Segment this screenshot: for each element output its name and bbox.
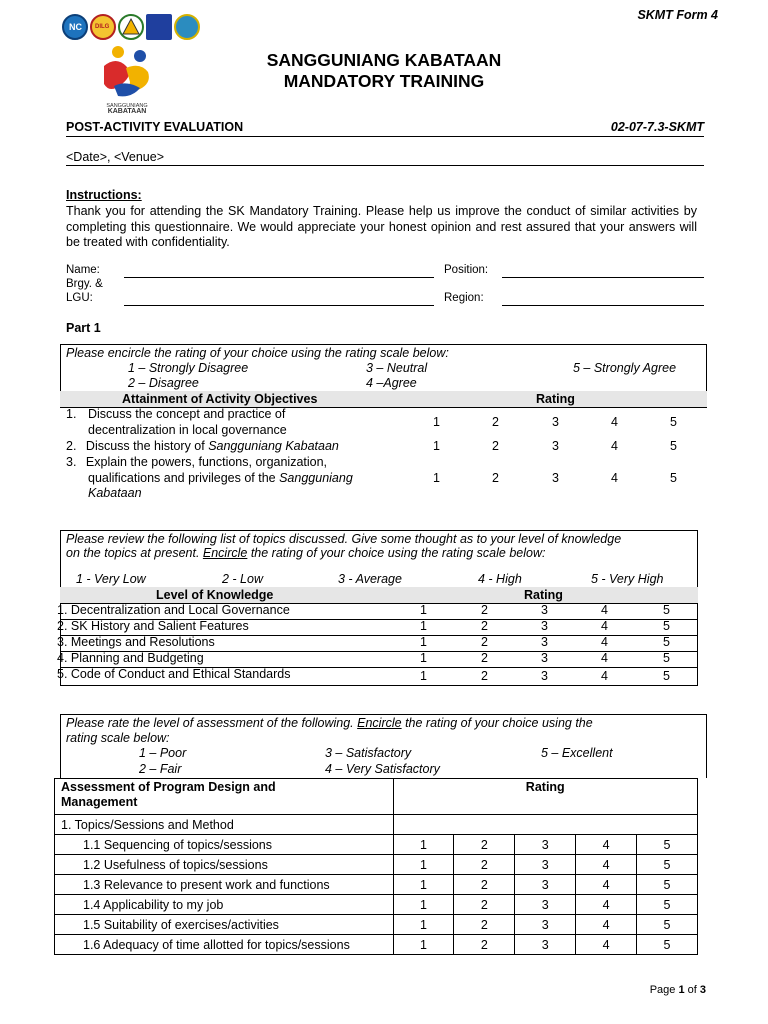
assessment-1-rating-3[interactable]: 3 — [515, 835, 576, 855]
objective-3-rating-4[interactable]: 4 — [611, 471, 618, 485]
objective-3-rating-2[interactable]: 2 — [492, 471, 499, 485]
page-footer: Page 1 of 3 — [649, 984, 706, 996]
assessment-2-rating-4[interactable]: 4 — [576, 855, 637, 875]
assessment-item-label: 1.3 Relevance to present work and functions — [55, 875, 394, 895]
knowledge-topic-label: 4. Planning and Budgeting — [57, 651, 204, 665]
knowledge-topic-label: 3. Meetings and Resolutions — [57, 635, 215, 649]
assessment-scale-1: 1 – Poor — [139, 746, 187, 760]
assessment-item-row — [55, 875, 698, 895]
assessment-4-rating-1[interactable]: 1 — [393, 895, 454, 915]
assessment-1-rating-1[interactable]: 1 — [393, 835, 454, 855]
knowledge-4-rating-3[interactable]: 3 — [541, 651, 548, 665]
objective-1-rating-5[interactable]: 5 — [670, 415, 677, 429]
knowledge-prompt-1: Please review the following list of topics discussed. Give some thought as to your level of knowledge — [66, 532, 622, 546]
knowledge-3-rating-2[interactable]: 2 — [481, 635, 488, 649]
knowledge-1-rating-3[interactable]: 3 — [541, 603, 548, 617]
assessment-5-rating-5[interactable]: 5 — [637, 915, 698, 935]
knowledge-5-rating-5[interactable]: 5 — [663, 669, 670, 683]
objective-2-rating-4[interactable]: 4 — [611, 439, 618, 453]
triangle-seal-logo — [118, 14, 144, 40]
assessment-prompt-1: Please rate the level of assessment of the following. Encircle the rating of your choice using the — [66, 716, 593, 730]
assessment-item-row — [55, 935, 698, 955]
assessment-column-heading: Assessment of Program Design and Management — [55, 779, 394, 815]
assessment-scale-2: 2 – Fair — [139, 762, 182, 776]
assessment-item-row — [55, 835, 698, 855]
knowledge-prompt-2: on the topics at present. Encircle the rating of your choice using the rating scale below: — [66, 546, 546, 560]
form-number: SKMT Form 4 — [637, 8, 718, 22]
position-label: Position: — [444, 264, 489, 276]
objective-3-rating-1[interactable]: 1 — [433, 471, 440, 485]
evaluation-heading: POST-ACTIVITY EVALUATION — [66, 120, 244, 134]
part1-rating-heading: Rating — [536, 392, 575, 406]
knowledge-5-rating-3[interactable]: 3 — [541, 669, 548, 683]
knowledge-2-rating-5[interactable]: 5 — [663, 619, 670, 633]
brgy-label: Brgy. & — [66, 278, 103, 290]
knowledge-1-rating-2[interactable]: 2 — [481, 603, 488, 617]
knowledge-2-rating-4[interactable]: 4 — [601, 619, 608, 633]
objective-2: 2. Discuss the history of Sangguniang Kabataan — [66, 439, 339, 453]
knowledge-scale-2: 2 - Low — [222, 572, 263, 586]
assessment-rating-heading: Rating — [393, 779, 698, 815]
objective-2-rating-2[interactable]: 2 — [492, 439, 499, 453]
assessment-item-label: 1.1 Sequencing of topics/sessions — [55, 835, 394, 855]
knowledge-row — [57, 603, 698, 620]
assessment-3-rating-5[interactable]: 5 — [637, 875, 698, 895]
part1-column-heading: Attainment of Activity Objectives — [122, 392, 318, 406]
title-line-1: SANGGUNIANG KABATAAN — [266, 50, 502, 70]
name-label: Name: — [66, 264, 100, 276]
objective-1: 1. Discuss the concept and practice of decentralization in local governance — [66, 407, 287, 437]
date-venue-field[interactable]: <Date>, <Venue> — [66, 150, 704, 166]
objective-3-rating-5[interactable]: 5 — [670, 471, 677, 485]
knowledge-scale-1: 1 - Very Low — [76, 572, 146, 586]
assessment-item-row — [55, 895, 698, 915]
assessment-3-rating-3[interactable]: 3 — [515, 875, 576, 895]
assessment-2-rating-3[interactable]: 3 — [515, 855, 576, 875]
knowledge-1-rating-4[interactable]: 4 — [601, 603, 608, 617]
part1-scale-2: 2 – Disagree — [128, 376, 199, 390]
assessment-item-label: 1.5 Suitability of exercises/activities — [55, 915, 394, 935]
assessment-6-rating-3[interactable]: 3 — [515, 935, 576, 955]
name-input-line[interactable] — [124, 277, 434, 278]
assessment-2-rating-1[interactable]: 1 — [393, 855, 454, 875]
part1-scale-1: 1 – Strongly Disagree — [128, 361, 249, 375]
knowledge-4-rating-1[interactable]: 1 — [420, 651, 427, 665]
region-label: Region: — [444, 292, 484, 304]
instructions-text: Thank you for attending the SK Mandatory Training. Please help us improve the conduct of similar activities by completing this questionnaire. We would appreciate your honest opinion and rest assured that your answers will be treated with confidentiality. — [66, 204, 697, 249]
assessment-6-rating-2[interactable]: 2 — [454, 935, 515, 955]
assessment-4-rating-5[interactable]: 5 — [637, 895, 698, 915]
assessment-6-rating-4[interactable]: 4 — [576, 935, 637, 955]
knowledge-3-rating-5[interactable]: 5 — [663, 635, 670, 649]
sk-logo-caption: SANGGUNIANG KABATAAN — [106, 103, 148, 115]
assessment-5-rating-4[interactable]: 4 — [576, 915, 637, 935]
knowledge-scale-5: 5 - Very High — [591, 572, 664, 586]
part1-label: Part 1 — [66, 321, 101, 335]
knowledge-row — [57, 619, 698, 636]
assessment-item-label: 1.6 Adequacy of time allotted for topics/sessions — [55, 935, 394, 955]
assessment-3-rating-2[interactable]: 2 — [454, 875, 515, 895]
knowledge-scale-4: 4 - High — [478, 572, 522, 586]
assessment-item-row — [55, 855, 698, 875]
knowledge-2-rating-1[interactable]: 1 — [420, 619, 427, 633]
part1-scale-5: 5 – Strongly Agree — [573, 361, 677, 375]
knowledge-rating-heading: Rating — [524, 588, 563, 602]
brgy-lgu-input-line[interactable] — [124, 305, 434, 306]
assessment-1-rating-2[interactable]: 2 — [454, 835, 515, 855]
objective-1-rating-2[interactable]: 2 — [492, 415, 499, 429]
dilg-seal-logo: DILG — [90, 14, 116, 40]
knowledge-1-rating-1[interactable]: 1 — [420, 603, 427, 617]
assessment-section-row — [55, 815, 698, 835]
assessment-prompt-2: rating scale below: — [66, 731, 170, 745]
assessment-item-row — [55, 915, 698, 935]
objective-2-rating-1[interactable]: 1 — [433, 439, 440, 453]
assessment-5-rating-3[interactable]: 3 — [515, 915, 576, 935]
instructions-heading: Instructions: — [66, 188, 142, 202]
blue-square-logo — [146, 14, 172, 40]
knowledge-2-rating-2[interactable]: 2 — [481, 619, 488, 633]
objective-2-rating-5[interactable]: 5 — [670, 439, 677, 453]
assessment-2-rating-5[interactable]: 5 — [637, 855, 698, 875]
knowledge-row — [57, 635, 698, 652]
assessment-item-label: 1.4 Applicability to my job — [55, 895, 394, 915]
assessment-4-rating-3[interactable]: 3 — [515, 895, 576, 915]
knowledge-2-rating-3[interactable]: 3 — [541, 619, 548, 633]
title-line-2: MANDATORY TRAINING — [283, 71, 485, 91]
knowledge-3-rating-4[interactable]: 4 — [601, 635, 608, 649]
knowledge-4-rating-4[interactable]: 4 — [601, 651, 608, 665]
position-input-line[interactable] — [502, 277, 704, 278]
document-code: 02-07-7.3-SKMT — [610, 120, 704, 134]
knowledge-3-rating-1[interactable]: 1 — [420, 635, 427, 649]
knowledge-1-rating-5[interactable]: 5 — [663, 603, 670, 617]
objective-1-rating-4[interactable]: 4 — [611, 415, 618, 429]
knowledge-column-heading: Level of Knowledge — [156, 588, 274, 602]
knowledge-5-rating-1[interactable]: 1 — [420, 669, 427, 683]
lgu-label: LGU: — [66, 292, 93, 304]
assessment-3-rating-4[interactable]: 4 — [576, 875, 637, 895]
objective-3: 3. Explain the powers, functions, organization, qualifications and privileges of the Sangguniang Kabataan — [66, 455, 353, 500]
assessment-item-label: 1.2 Usefulness of topics/sessions — [55, 855, 394, 875]
assessment-4-rating-2[interactable]: 2 — [454, 895, 515, 915]
assessment-scale-4: 4 – Very Satisfactory — [325, 762, 440, 776]
assessment-5-rating-1[interactable]: 1 — [393, 915, 454, 935]
knowledge-topic-label: 5. Code of Conduct and Ethical Standards — [57, 667, 291, 681]
knowledge-topic-label: 2. SK History and Salient Features — [57, 619, 249, 633]
part1-scale-3: 3 – Neutral — [366, 361, 428, 375]
knowledge-row — [57, 667, 698, 684]
knowledge-row — [57, 651, 698, 668]
knowledge-4-rating-5[interactable]: 5 — [663, 651, 670, 665]
part1-scale-4: 4 –Agree — [366, 376, 417, 390]
knowledge-5-rating-4[interactable]: 4 — [601, 669, 608, 683]
assessment-3-rating-1[interactable]: 1 — [393, 875, 454, 895]
objective-2-rating-3[interactable]: 3 — [552, 439, 559, 453]
objective-3-rating-3[interactable]: 3 — [552, 471, 559, 485]
knowledge-4-rating-2[interactable]: 2 — [481, 651, 488, 665]
subheader — [66, 120, 704, 137]
part1-prompt: Please encircle the rating of your choice using the rating scale below: — [66, 346, 449, 360]
agency-logos — [62, 14, 202, 42]
knowledge-5-rating-2[interactable]: 2 — [481, 669, 488, 683]
objective-1-rating-3[interactable]: 3 — [552, 415, 559, 429]
objective-1-rating-1[interactable]: 1 — [433, 415, 440, 429]
teal-seal-logo — [174, 14, 200, 40]
assessment-4-rating-4[interactable]: 4 — [576, 895, 637, 915]
nc-seal-logo: NC — [62, 14, 88, 40]
assessment-scale-3: 3 – Satisfactory — [325, 746, 412, 760]
assessment-2-rating-2[interactable]: 2 — [454, 855, 515, 875]
assessment-6-rating-5[interactable]: 5 — [637, 935, 698, 955]
assessment-header-row — [55, 779, 698, 815]
assessment-1-rating-5[interactable]: 5 — [637, 835, 698, 855]
knowledge-scale-3: 3 - Average — [338, 572, 402, 586]
assessment-1-rating-4[interactable]: 4 — [576, 835, 637, 855]
knowledge-topic-label: 1. Decentralization and Local Governance — [57, 603, 290, 617]
region-input-line[interactable] — [502, 305, 704, 306]
assessment-scale-5: 5 – Excellent — [541, 746, 613, 760]
assessment-table — [54, 778, 698, 955]
assessment-6-rating-1[interactable]: 1 — [393, 935, 454, 955]
assessment-section-label: 1. Topics/Sessions and Method — [55, 815, 394, 835]
assessment-5-rating-2[interactable]: 2 — [454, 915, 515, 935]
knowledge-3-rating-3[interactable]: 3 — [541, 635, 548, 649]
